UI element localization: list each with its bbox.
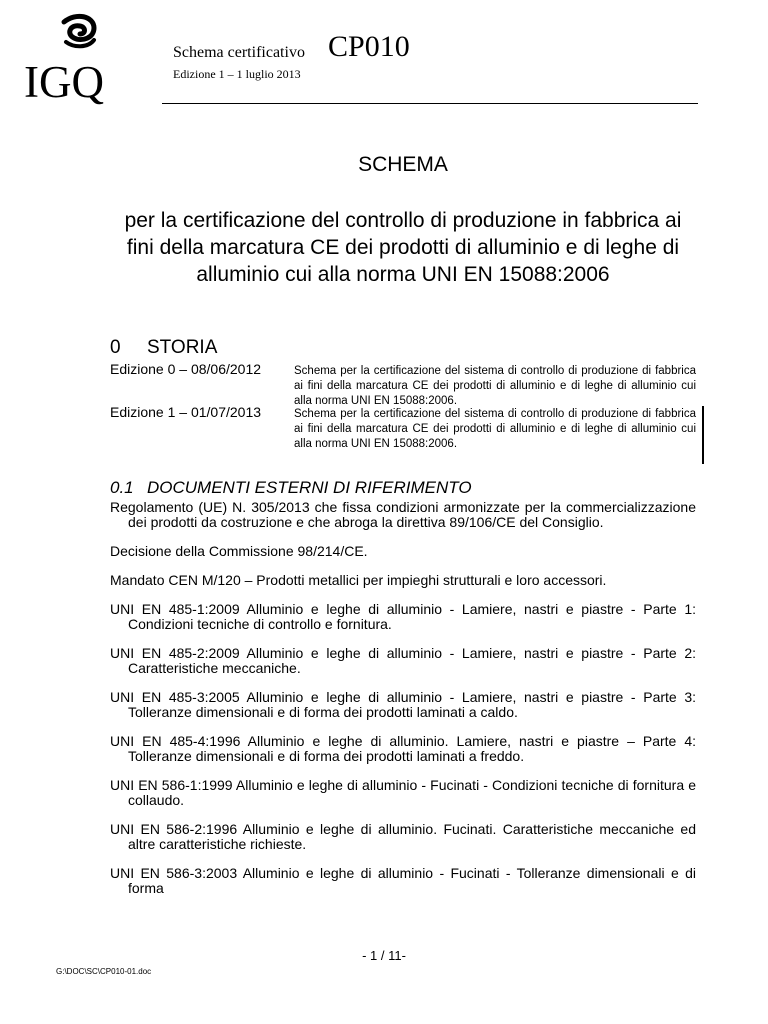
reference-item: UNI EN 485-4:1996 Alluminio e leghe di alluminio. Lamiere, nastri e piastre – Parte 4: Tolleranze dimensionali e di forma dei prodotti laminati a freddo. [110, 733, 696, 764]
reference-item: Regolamento (UE) N. 305/2013 che fissa condizioni armonizzate per la commercializzazione dei prodotti da costruzione e che abroga la direttiva 89/106/CE del Consiglio. [110, 499, 696, 530]
history-date: Edizione 1 – 01/07/2013 [110, 404, 262, 420]
history-description: Schema per la certificazione del sistema di controllo di produzione di fabbrica ai fini della marcatura CE dei prodotti di alluminio e di leghe di alluminio cui alla norma UNI EN 15088:2006. [294, 408, 696, 450]
edition-line: Edizione 1 – 1 luglio 2013 [173, 67, 301, 81]
section-title: STORIA [147, 337, 218, 358]
section-documenti-heading [110, 478, 472, 498]
file-path: G:\DOC\SC\CP010-01.doc [56, 967, 152, 976]
revision-change-bar [702, 406, 704, 464]
section-number: 0 [110, 337, 121, 358]
reference-item: Mandato CEN M/120 – Prodotti metallici per impieghi strutturali e loro accessori. [110, 572, 607, 588]
logo-text: IGQ [24, 57, 104, 107]
page-number: - 1 / 11- [362, 948, 406, 963]
section-number: 0.1 [110, 478, 134, 497]
reference-item: UNI EN 485-1:2009 Alluminio e leghe di alluminio - Lamiere, nastri e piastre - Parte 1: Condizioni tecniche di controllo e fornitura. [110, 601, 696, 632]
igq-logo-mark-icon [54, 12, 100, 58]
reference-list [110, 500, 696, 910]
document-subtitle: per la certificazione del controllo di produzione in fabbrica ai fini della marcatura CE dei prodotti di alluminio e di leghe di alluminio cui alla norma UNI EN 15088:2006 [124, 209, 682, 286]
reference-item: UNI EN 586-1:1999 Alluminio e leghe di alluminio - Fucinati - Condizioni tecniche di fornitura e collaudo. [110, 777, 696, 808]
reference-item: UNI EN 485-3:2005 Alluminio e leghe di alluminio - Lamiere, nastri e piastre - Parte 3: Tolleranze dimensionali e di forma dei prodotti laminati a caldo. [110, 689, 696, 720]
schema-code: CP010 [328, 30, 410, 63]
history-date: Edizione 0 – 08/06/2012 [110, 361, 262, 377]
reference-item: UNI EN 586-2:1996 Alluminio e leghe di alluminio. Fucinati. Caratteristiche meccaniche ed altre caratteristiche richieste. [110, 821, 696, 852]
igq-logo [24, 12, 124, 107]
section-title: DOCUMENTI ESTERNI DI RIFERIMENTO [147, 478, 472, 497]
history-description: Schema per la certificazione del sistema di controllo di produzione di fabbrica ai fini della marcatura CE dei prodotti di alluminio e di leghe di alluminio cui alla norma UNI EN 15088:2006. [294, 365, 696, 407]
reference-item: Decisione della Commissione 98/214/CE. [110, 543, 368, 559]
reference-item: UNI EN 586-3:2003 Alluminio e leghe di alluminio - Fucinati - Tolleranze dimensionali e di forma [110, 865, 696, 896]
section-storia-heading [110, 337, 217, 359]
reference-item: UNI EN 485-2:2009 Alluminio e leghe di alluminio - Lamiere, nastri e piastre - Parte 2: Caratteristiche meccaniche. [110, 645, 696, 676]
header-rule [162, 103, 698, 104]
document-title: SCHEMA [358, 153, 448, 176]
schema-label: Schema certificativo [173, 44, 305, 61]
